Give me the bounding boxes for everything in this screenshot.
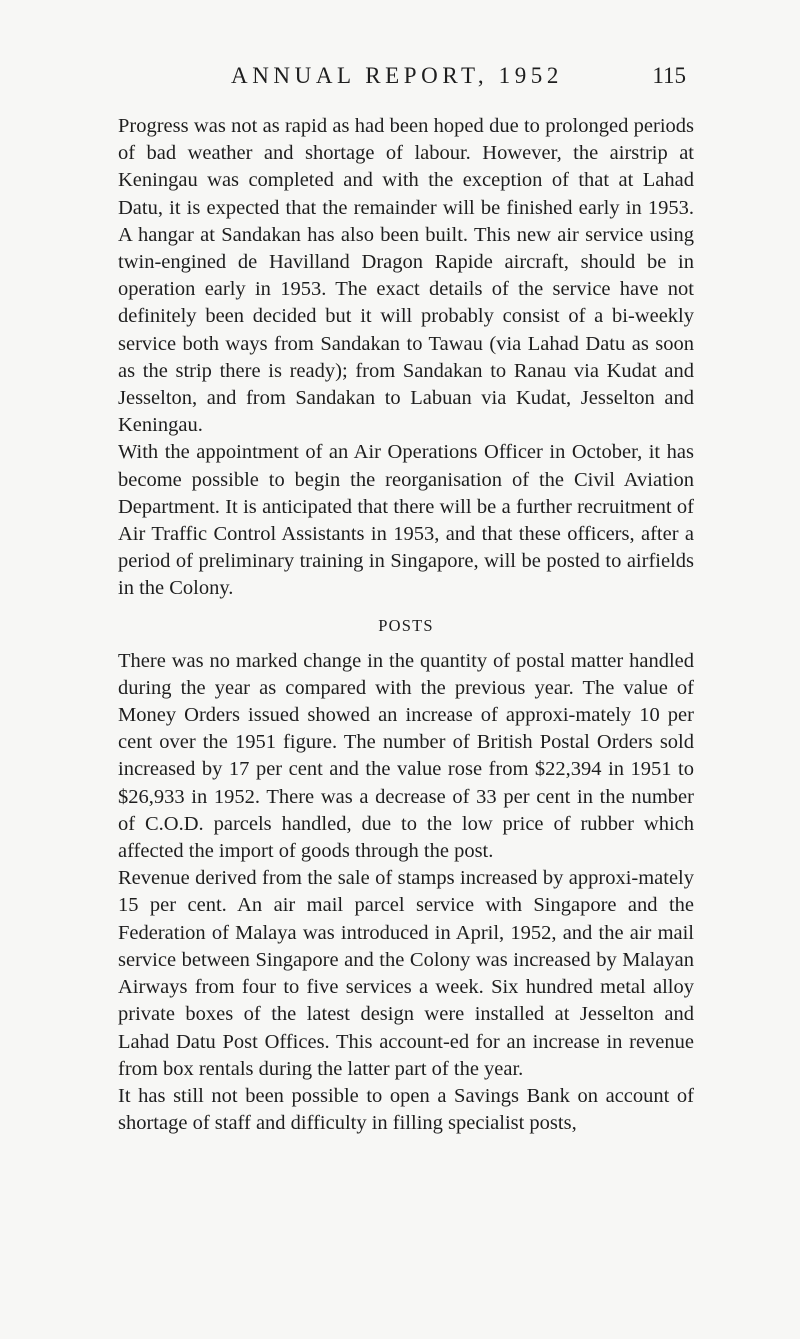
paragraph-civil-aviation: With the appointment of an Air Operations Officer in October, it has become possible to begin the reorganisation of the Civil Aviation Department. It is anticipated that there will be a further recruitment of Air Traffic Control Assistants in 1953, and that these officers, after a period of preliminary training in Singapore, will be posted to airfields in the Colony. (118, 441, 694, 600)
section-heading-posts: POSTS (378, 615, 434, 635)
paragraph-postal-matter: There was no marked change in the quantity of postal matter handled during the year as compared with the previous year. The value of Money Orders issued showed an increase of approxi-mately 10 per cent over the 1951 figure. The number of British Postal Orders sold increased by 17 per cent and the value rose from $22,394 in 1951 to $26,933 in 1952. There was a decrease of 33 per cent in the number of C.O.D. parcels handled, due to the low price of rubber which affected the import of goods through the post. (118, 649, 694, 863)
paragraph-savings-bank: It has still not been possible to open a Savings Bank on account of shortage of staff and difficulty in filling specialist posts, (118, 1084, 694, 1135)
body-text (118, 113, 694, 1137)
paragraph-stamp-revenue: Revenue derived from the sale of stamps increased by approxi-mately 15 per cent. An air mail parcel service with Singapore and the Federation of Malaya was introduced in April, 1952, and the air mail service between Singapore and the Colony was increased by Malayan Airways from four to five services a week. Six hundred metal alloy private boxes of the latest design were installed at Jesselton and Lahad Datu Post Offices. This account-ed for an increase in revenue from box rentals during the latter part of the year. (118, 867, 694, 1080)
running-header (231, 63, 686, 93)
running-title: ANNUAL REPORT, 1952 (231, 63, 563, 88)
page-number: 115 (652, 63, 686, 88)
paragraph-airstrips: Progress was not as rapid as had been hoped due to prolonged periods of bad weather and shortage of labour. However, the airstrip at Keningau was completed and with the exception of that at Lahad Datu, it is expected that the remainder will be finished early in 1953. A hangar at Sandakan has also been built. This new air service using twin-engined de Havilland Dragon Rapide aircraft, should be in operation early in 1953. The exact details of the service have not definitely been decided but it will probably consist of a bi-weekly service both ways from Sandakan to Tawau (via Lahad Datu as soon as the strip there is ready); from Sandakan to Ranau via Kudat and Jesselton, and from Sandakan to Labuan via Kudat, Jesselton and Keningau. (118, 115, 694, 437)
